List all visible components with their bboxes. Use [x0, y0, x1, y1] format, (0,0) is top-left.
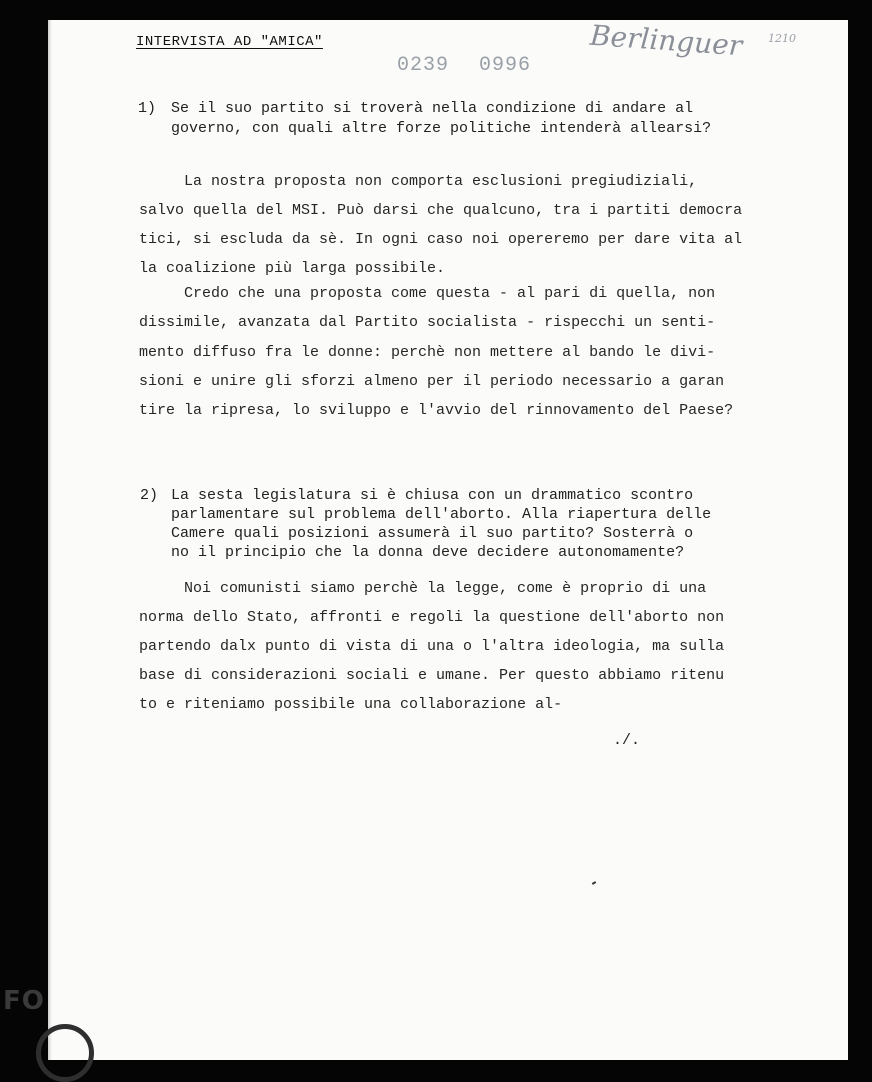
question-1-number: 1) [138, 100, 157, 117]
archive-stamp-left: 0239 [397, 54, 450, 77]
question-2-line: Camere quali posizioni assumerà il suo partito? Sosterrà o [171, 525, 694, 542]
handwritten-signature: Berlinguer [589, 18, 744, 63]
watermark-logo-ring [36, 1024, 94, 1082]
answer-1-line: dissimile, avanzata dal Partito socialista - rispecchi un senti- [139, 314, 716, 331]
answer-1-line: salvo quella del MSI. Può darsi che qualcuno, tra i partiti democra [139, 202, 743, 219]
answer-2-line: norma dello Stato, affronti e regoli la questione dell'aborto non [139, 609, 725, 626]
document-page [48, 20, 848, 1060]
answer-1-line: La nostra proposta non comporta esclusioni pregiudiziali, [139, 173, 698, 190]
handwritten-page-number: 1210 [768, 32, 796, 45]
continuation-mark: ./. [613, 732, 641, 749]
question-2-number: 2) [140, 487, 159, 504]
question-2-line: no il principio che la donna deve decidere autonomamente? [171, 544, 685, 561]
answer-1-line: Credo che una proposta come questa - al pari di quella, non [139, 285, 716, 302]
ink-speck [592, 881, 596, 885]
page-edge-shadow [48, 20, 52, 1060]
answer-1-line: tici, si escluda da sè. In ogni caso noi opereremo per dare vita al [139, 231, 743, 248]
answer-2-line: to e riteniamo possibile una collaborazione al- [139, 696, 563, 713]
answer-2-line: base di considerazioni sociali e umane. Per questo abbiamo ritenu [139, 667, 725, 684]
answer-1-line: mento diffuso fra le donne: perchè non mettere al bando le divi- [139, 344, 716, 361]
answer-2-line: partendo dalx punto di vista di una o l'altra ideologia, ma sulla [139, 638, 725, 655]
question-2-line: parlamentare sul problema dell'aborto. Alla riapertura delle [171, 506, 712, 523]
answer-1-line: sioni e unire gli sforzi almeno per il periodo necessario a garan [139, 373, 725, 390]
question-2-line: La sesta legislatura si è chiusa con un drammatico scontro [171, 487, 694, 504]
document-title: INTERVISTA AD "AMICA" [136, 34, 323, 50]
archive-stamp-right: 0996 [479, 54, 532, 77]
answer-1-line: la coalizione più larga possibile. [139, 260, 446, 277]
answer-1-line: tire la ripresa, lo sviluppo e l'avvio del rinnovamento del Paese? [139, 402, 734, 419]
question-1-line: governo, con quali altre forze politiche intenderà allearsi? [171, 120, 712, 137]
question-1-line: Se il suo partito si troverà nella condizione di andare al [171, 100, 694, 117]
watermark-logo: FO [3, 986, 45, 1016]
answer-2-line: Noi comunisti siamo perchè la legge, come è proprio di una [139, 580, 707, 597]
